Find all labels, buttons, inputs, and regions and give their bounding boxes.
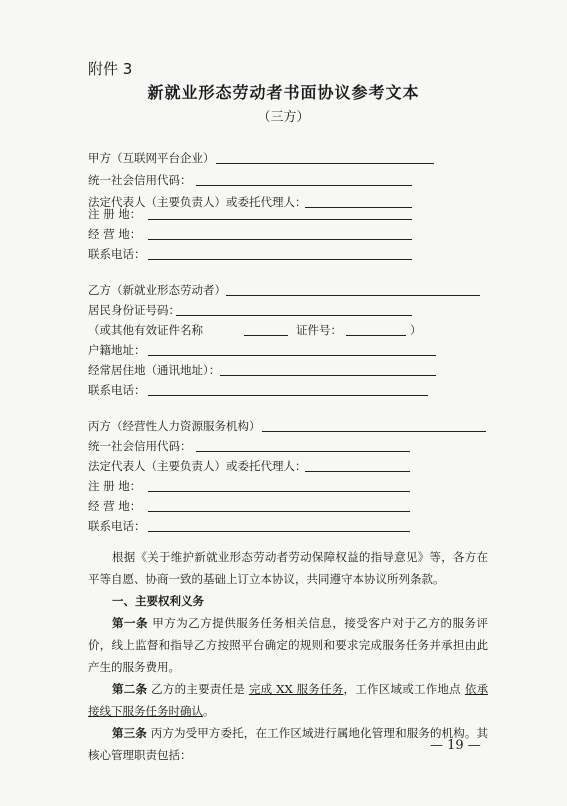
- party-b-other-id-prefix: （或其他有效证件名称: [88, 323, 203, 337]
- article-3-heading: 第三条: [112, 726, 147, 740]
- party-a-legal-rep-label: 法定代表人（主要负责人）或委托代理人：: [88, 195, 307, 209]
- party-c-credit-code-blank: [196, 451, 410, 452]
- party-b-id-blank: [176, 315, 412, 316]
- article-2-text-3: 。: [203, 704, 215, 718]
- party-a-legal-rep-blank: [305, 207, 412, 208]
- article-2-text-2: ，工作区域或工作地点: [343, 682, 461, 696]
- party-b-other-id-number-blank: [346, 335, 406, 336]
- party-a-phone-label: 联系电话：: [88, 247, 146, 261]
- party-c-name-blank: [262, 431, 486, 432]
- article-2-fill-task: 完成 XX 服务任务: [248, 682, 344, 696]
- party-b-phone-label: 联系电话：: [88, 383, 146, 397]
- intro-paragraph: [88, 546, 488, 590]
- party-b-id-label: 居民身份证号码：: [88, 303, 180, 317]
- party-c-phone-blank: [148, 531, 410, 532]
- article-2-heading: 第二条: [112, 682, 148, 696]
- party-a-operating-blank: [148, 239, 412, 240]
- party-b-other-id-mid: 证件号：: [296, 323, 342, 337]
- document-subtitle: （三方）: [257, 110, 310, 125]
- party-b-other-id-line: [88, 322, 203, 338]
- party-c-registered-label: 注 册 地：: [88, 479, 142, 493]
- article-3-text: 丙方为受甲方委托，在工作区域进行属地化管理和服务的机构。其核心管理职责包括：: [88, 726, 489, 762]
- section-heading-rights: 一、主要权利义务: [112, 594, 204, 608]
- party-a-name-blank: [216, 163, 434, 164]
- party-b-label: 乙方（新就业形态劳动者）: [88, 283, 226, 297]
- intro-text: 根据《关于维护新就业形态劳动者劳动保障权益的指导意见》等，各方在平等自愿、协商一致的基础上订立本协议，共同遵守本协议所列条款。: [88, 550, 488, 586]
- party-a-registered-blank: [148, 219, 412, 220]
- party-c-operating-label: 经 营 地：: [88, 499, 142, 513]
- party-c-legal-rep-label: 法定代表人（主要负责人）或委托代理人：: [88, 459, 307, 473]
- party-a-label: 甲方（互联网平台企业）: [88, 151, 215, 165]
- article-3: [88, 722, 488, 766]
- party-b-name-blank: [226, 295, 480, 296]
- attachment-label: 附件 3: [88, 60, 133, 78]
- party-b-household-label: 户籍地址：: [88, 343, 146, 357]
- article-1-text: 甲方为乙方提供服务任务相关信息，接受客户对于乙方的服务评价，线上监督和指导乙方按照平台确定的规则和要求完成服务任务并承担由此产生的服务费用。: [88, 616, 489, 674]
- party-a-credit-code-label: 统一社会信用代码：: [88, 173, 192, 187]
- party-c-registered-blank: [148, 491, 410, 492]
- party-a-operating-label: 经 营 地：: [88, 227, 142, 241]
- party-b-phone-blank: [148, 395, 428, 396]
- party-b-residence-blank: [220, 375, 436, 376]
- party-c-credit-code-label: 统一社会信用代码：: [88, 439, 192, 453]
- article-2-fill-location: 依承接线下服务任务时确认: [88, 682, 489, 718]
- page-number: — 19 —: [430, 738, 481, 753]
- document-title: 新就业形态劳动者书面协议参考文本: [147, 83, 420, 102]
- article-1: [88, 612, 488, 678]
- party-a-registered-label: 注 册 地：: [88, 207, 142, 221]
- article-2: [88, 678, 488, 722]
- party-c-legal-rep-blank: [305, 471, 410, 472]
- article-2-text-1: 乙方的主要责任是: [151, 682, 246, 696]
- party-a-credit-code-blank: [196, 185, 412, 186]
- party-b-other-id-suffix: ）: [410, 323, 422, 337]
- party-c-phone-label: 联系电话：: [88, 519, 146, 533]
- party-a-phone-blank: [148, 259, 412, 260]
- article-1-heading: 第一条: [112, 616, 149, 630]
- party-b-other-id-name-blank: [244, 335, 288, 336]
- party-b-residence-label: 经常居住地（通讯地址）：: [88, 363, 221, 377]
- party-b-household-blank: [148, 355, 436, 356]
- party-c-operating-blank: [148, 511, 410, 512]
- party-c-label: 丙方（经营性人力资源服务机构）: [88, 419, 261, 433]
